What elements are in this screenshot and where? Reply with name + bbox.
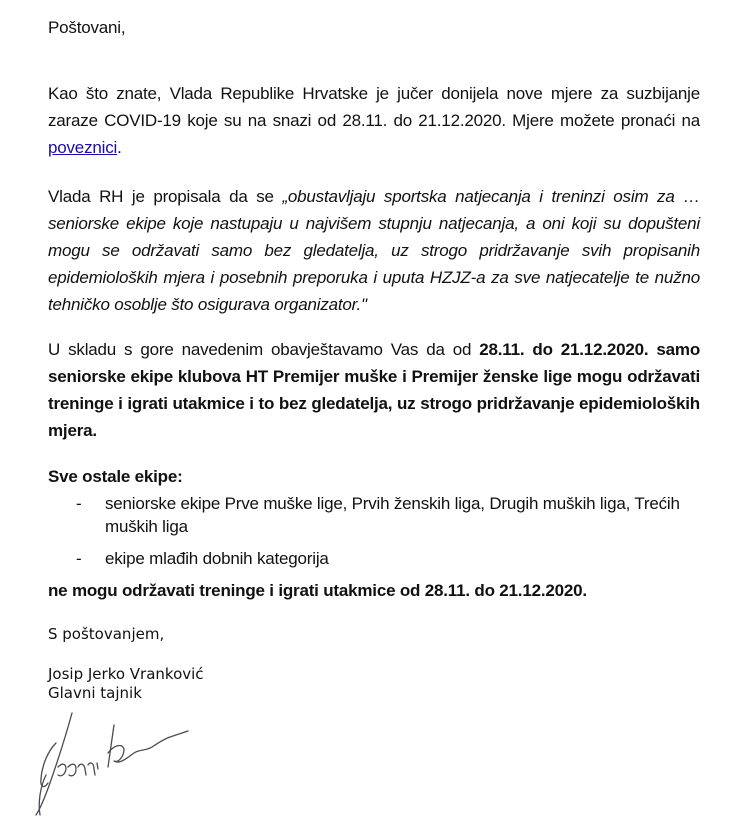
paragraph-allowed-teams: [48, 336, 700, 444]
others-list: [48, 492, 700, 579]
others-heading: Sve ostale ekipe:: [48, 467, 183, 486]
greeting: Poštovani,: [48, 18, 126, 37]
paragraph-measures: [48, 80, 700, 161]
paragraph-measures-text: Kao što znate, Vlada Republike Hrvatske je jučer donijela nove mjere za suzbijanje zaraze COVID-19 koje su na snazi od 28.11. do 21.12.2020. Mjere možete pronaći na: [48, 84, 700, 130]
paragraph-government-quote: [48, 183, 700, 318]
others-conclusion: ne mogu održavati treninge i igrati utakmice od 28.11. do 21.12.2020.: [48, 581, 587, 600]
signer-name: Josip Jerko Vranković: [48, 665, 204, 683]
dash-bullet: -: [76, 549, 82, 568]
dash-bullet: -: [76, 494, 82, 513]
list-item-text: seniorske ekipe Prve muške lige, Prvih ženskih liga, Drugih muških liga, Trećih muških liga: [105, 494, 680, 536]
paragraph-measures-end: .: [117, 138, 122, 157]
allowed-intro: U skladu s gore navedenim obavještavamo Vas da od: [48, 340, 480, 359]
closing-salutation: S poštovanjem,: [48, 625, 165, 643]
list-item-text: ekipe mlađih dobnih kategorija: [105, 549, 329, 568]
measures-link[interactable]: poveznici: [48, 138, 118, 157]
quote-text: „obustavljaju sportska natjecanja i treninzi osim za … seniorske ekipe koje nastupaju u najvišem stupnju natjecanja, a oni koji su dopušteni mogu se održavati samo bez gledatelja, uz strogo pridržavanje svih propisanih epidemioloških mjera i posebnih preporuka i uputa HZJZ-a za sve natjecatelje te nužno tehničko osoblje što osigurava organizator.": [48, 187, 700, 314]
handwritten-signature: [28, 705, 198, 820]
signer-title: Glavni tajnik: [48, 684, 142, 702]
list-item: [48, 492, 700, 538]
allowed-bold: 28.11. do 21.12.2020. samo seniorske ekipe klubova HT Premijer muške i Premijer ženske lige mogu održavati treninge i igrati utakmice i to bez gledatelja, uz strogo pridržavanje epidemioloških mjera.: [48, 340, 701, 440]
quote-intro: Vlada RH je propisala da se: [48, 187, 283, 206]
list-item: [48, 547, 700, 570]
